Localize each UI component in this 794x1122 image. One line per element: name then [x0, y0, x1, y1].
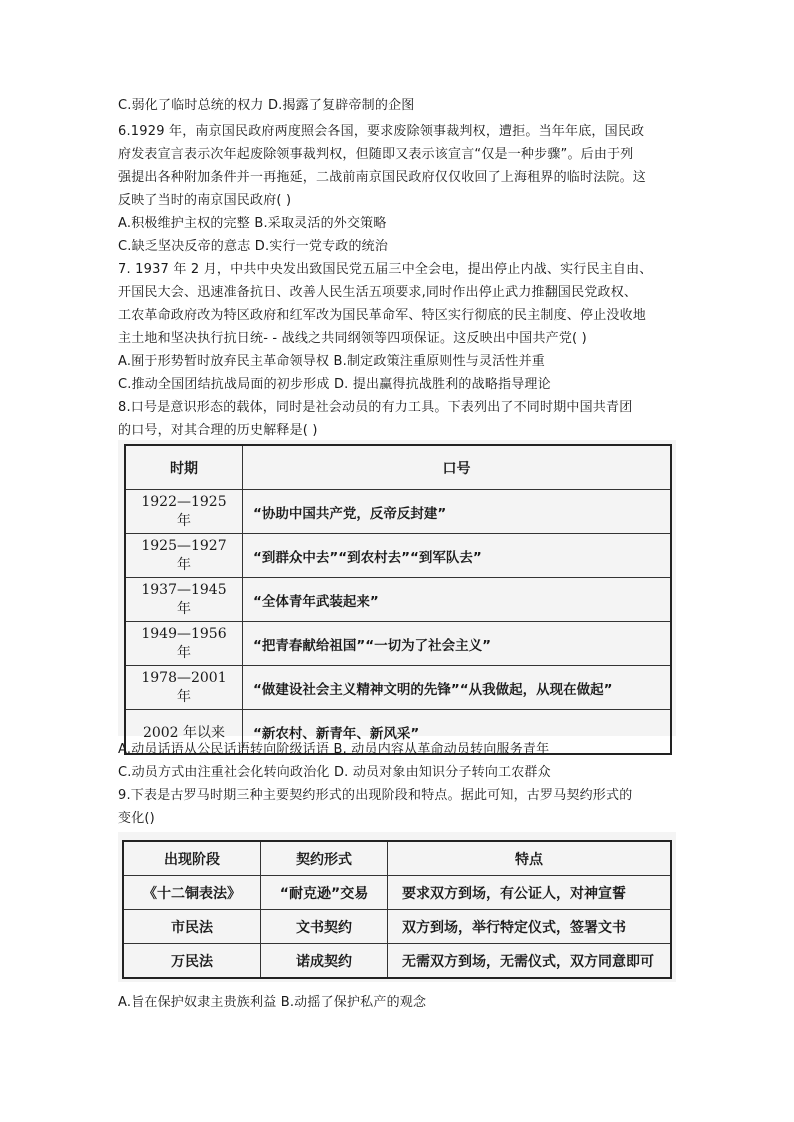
table-row [125, 666, 671, 710]
table-header-cell: 契约形式 [261, 841, 388, 876]
feature-cell: 要求双方到场，有公证人，对神宣誓 [388, 876, 672, 910]
table-header-cell: 特点 [388, 841, 672, 876]
question-6-line-2: 府发表宣言表示次年起废除领事裁判权，但随即又表示该宣言“仅是一种步骤”。后由于列 [118, 147, 634, 162]
question-6-line-3: 强提出各种附加条件并一再拖延，二战前南京国民政府仅仅收回了上海租界的临时法院。这 [118, 170, 647, 185]
slogan-cell: “到群众中去”“到农村去”“到军队去” [243, 534, 672, 578]
option-line-q7-ab: A.囿于形势暂时放弃民主革命领导权 B.制定政策注重原则性与灵活性并重 [118, 354, 545, 369]
question-7-line-2: 开国民大会、迅速准备抗日、改善人民生活五项要求,同时作出停止武力推翻国民党政权、 [118, 285, 638, 300]
period-cell: 1937—1945 年 [125, 578, 243, 622]
question-6-line-4: 反映了当时的南京国民政府( ) [118, 193, 292, 208]
table-row [125, 578, 671, 622]
contract-form-cell: 文书契约 [261, 910, 388, 944]
slogan-cell: “全体青年武装起来” [243, 578, 672, 622]
question-7-line-4: 主土地和坚决执行抗日统- - 战线之共同纲领等四项保证。这反映出中国共产党( ) [118, 331, 587, 346]
table-row [125, 534, 671, 578]
slogan-table [124, 444, 672, 755]
feature-cell: 双方到场，举行特定仪式，签署文书 [388, 910, 672, 944]
table-header-row [125, 445, 671, 490]
option-line-q6-cd: C.缺乏坚决反帝的意志 D.实行一党专政的统治 [118, 239, 389, 254]
feature-cell: 无需双方到场，无需仪式，双方同意即可 [388, 944, 672, 979]
stage-cell: 市民法 [123, 910, 261, 944]
contract-table [122, 840, 672, 979]
table-row [125, 490, 671, 534]
stage-cell: 万民法 [123, 944, 261, 979]
table-header-cell: 出现阶段 [123, 841, 261, 876]
contract-form-cell: 诺成契约 [261, 944, 388, 979]
option-line-q9-ab: A.旨在保护奴隶主贵族利益 B.动摇了保护私产的观念 [118, 995, 427, 1010]
slogan-cell: “新农村、新青年、新风采” [243, 710, 672, 755]
slogan-table-image [118, 440, 676, 742]
option-line-q6-ab: A.积极维护主权的完整 B.采取灵活的外交策略 [118, 216, 387, 231]
question-6-line-1: 6.1929 年，南京国民政府两度照会各国，要求废除领事裁判权，遭拒。当年年底，国民政 [118, 124, 645, 139]
slogan-cell: “协助中国共产党，反帝反封建” [243, 490, 672, 534]
slogan-cell: “做建设社会主义精神文明的先锋”“从我做起，从现在做起” [243, 666, 672, 710]
table-row [123, 910, 671, 944]
table-row [123, 876, 671, 910]
period-cell: 1922—1925 年 [125, 490, 243, 534]
option-line-q8-cd: C.动员方式由注重社会化转向政治化 D. 动员对象由知识分子转向工农群众 [118, 765, 551, 780]
period-cell: 1978—2001 年 [125, 666, 243, 710]
table-header-cell: 口号 [243, 445, 672, 490]
period-cell: 1925—1927 年 [125, 534, 243, 578]
table-header-cell: 时期 [125, 445, 243, 490]
option-line-q8-ab: A.动员话语从公民话语转向阶级话语 B. 动员内容从革命动员转向服务青年 [118, 742, 550, 757]
table-row [123, 944, 671, 979]
period-cell: 2002 年以来 [125, 710, 243, 755]
contract-form-cell: “耐克逊”交易 [261, 876, 388, 910]
question-7-line-1: 7. 1937 年 2 月，中共中央发出致国民党五届三中全会电，提出停止内战、实行民主自由、 [118, 262, 653, 277]
contract-table-image [118, 832, 676, 982]
question-8-line-1: 8.口号是意识形态的载体，同时是社会动员的有力工具。下表列出了不同时期中国共青团 [118, 400, 633, 415]
period-cell: 1949—1956 年 [125, 622, 243, 666]
stage-cell: 《十二铜表法》 [123, 876, 261, 910]
option-line-q7-cd: C.推动全国团结抗战局面的初步形成 D. 提出赢得抗战胜利的战略指导理论 [118, 377, 551, 392]
table-header-row [123, 841, 671, 876]
option-line-q5-cd: C.弱化了临时总统的权力 D.揭露了复辟帝制的企图 [118, 98, 415, 113]
question-7-line-3: 工农革命政府改为特区政府和红军改为国民革命军、特区实行彻底的民主制度、停止没收地 [118, 308, 647, 323]
question-9-line-2: 变化() [118, 811, 155, 826]
table-row [125, 622, 671, 666]
slogan-cell: “把青春献给祖国”“一切为了社会主义” [243, 622, 672, 666]
question-8-line-2: 的口号，对其合理的历史解释是( ) [118, 423, 318, 438]
question-9-line-1: 9.下表是古罗马时期三种主要契约形式的出现阶段和特点。据此可知，古罗马契约形式的 [118, 788, 633, 803]
